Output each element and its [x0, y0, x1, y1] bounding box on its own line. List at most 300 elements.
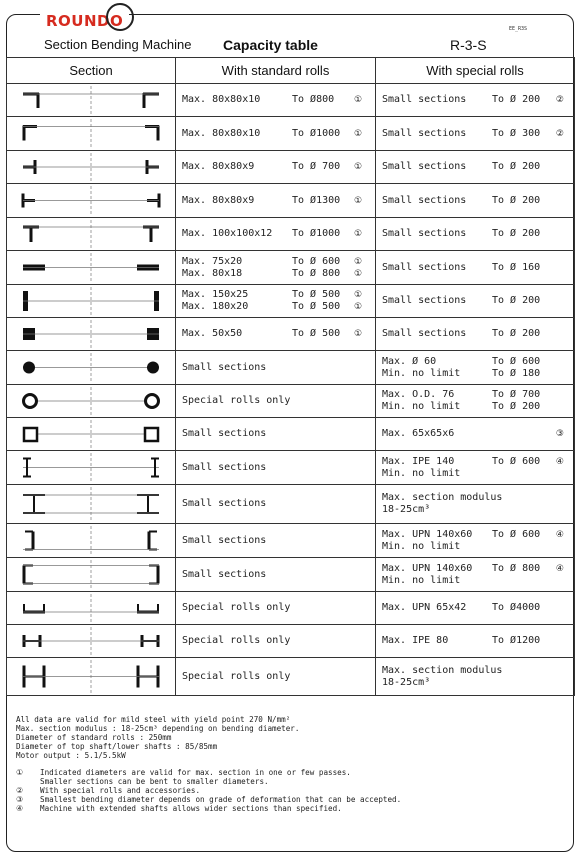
brand-logo	[40, 3, 129, 29]
bending-diameter	[292, 635, 354, 647]
capacity-line	[382, 504, 574, 516]
capacity-spec: Max. 80x80x10	[182, 94, 261, 105]
bending-diameter: To Ø 300	[492, 127, 541, 139]
capacity-line	[182, 94, 375, 106]
channel-inward-icon	[7, 558, 175, 591]
capacity-line	[382, 195, 574, 207]
document-code: EE_R3S	[509, 26, 528, 32]
column-header-special-rolls: With special rolls	[376, 58, 575, 84]
capacity-line	[382, 295, 574, 307]
section-cell	[7, 151, 176, 184]
capacity-spec: Max. 50x50	[182, 328, 243, 339]
capacity-spec: Special rolls only	[182, 670, 291, 682]
footer-line: Diameter of top shaft/lower shafts : 85/85mm	[16, 742, 218, 751]
capacity-line	[182, 671, 375, 683]
bending-diameter: To Ø 500	[292, 289, 341, 300]
footnote-symbol: ①	[16, 768, 24, 777]
footnote-marker	[550, 492, 564, 504]
footnote	[16, 804, 566, 813]
footnote-marker: ①	[354, 162, 363, 172]
bending-diameter: To Ø 600	[292, 255, 341, 267]
bending-diameter	[292, 498, 354, 510]
footnote-marker	[550, 401, 564, 413]
special-rolls-cell	[376, 658, 575, 696]
footnote-text: Machine with extended shafts allows wider sections than specified.	[40, 804, 342, 813]
footnote-marker: ①	[354, 302, 363, 312]
capacity-spec: Max. Ø 60	[382, 355, 437, 367]
table-row	[7, 151, 575, 184]
footnote-marker: ②	[555, 128, 564, 139]
section-cell	[7, 658, 176, 696]
capacity-line	[182, 301, 375, 313]
round-tube-icon	[7, 385, 175, 417]
capacity-line	[382, 602, 574, 614]
capacity-spec: Max. 80x80x9	[182, 161, 255, 172]
capacity-line	[182, 602, 375, 614]
capacity-line	[382, 161, 574, 173]
section-cell	[7, 592, 176, 625]
bending-diameter: To Ø 500	[292, 301, 341, 312]
standard-rolls-cell	[176, 285, 376, 318]
capacity-line	[382, 575, 574, 587]
footnote	[16, 795, 566, 804]
footnote-marker	[354, 535, 366, 547]
footnote-marker	[550, 328, 564, 340]
standard-rolls-cell	[176, 318, 376, 351]
round-bar-icon	[7, 351, 175, 384]
footnote-marker	[354, 671, 366, 683]
table-row	[7, 558, 575, 592]
special-rolls-cell	[376, 117, 575, 151]
bending-diameter: To Ø 700	[492, 389, 541, 400]
standard-rolls-cell	[176, 451, 376, 485]
footnote-marker: ④	[555, 529, 564, 540]
table-row	[7, 117, 575, 151]
capacity-spec: Min. no limit	[382, 467, 461, 479]
bending-diameter: To Ø 700	[292, 161, 341, 172]
bending-diameter: To Ø 200	[492, 328, 541, 339]
capacity-spec: Max. 180x20	[182, 301, 249, 312]
bending-diameter: To Ø 200	[492, 295, 541, 306]
capacity-line	[382, 389, 574, 401]
bending-diameter	[292, 602, 354, 614]
special-rolls-cell	[376, 625, 575, 658]
capacity-spec: Max. IPE 140	[382, 455, 455, 467]
capacity-line	[382, 401, 574, 413]
section-cell	[7, 385, 176, 418]
capacity-line	[382, 128, 574, 140]
capacity-line	[382, 563, 574, 575]
capacity-line	[182, 535, 375, 547]
bending-diameter: To Ø 600	[492, 355, 541, 367]
special-rolls-cell	[376, 351, 575, 385]
bending-diameter	[492, 428, 550, 440]
bending-diameter	[492, 665, 550, 677]
capacity-line	[182, 362, 375, 374]
standard-rolls-cell	[176, 592, 376, 625]
section-cell	[7, 218, 176, 251]
capacity-spec: Small sections	[382, 161, 467, 172]
table-row	[7, 485, 575, 524]
standard-rolls-cell	[176, 418, 376, 451]
bending-diameter: To Ø 180	[492, 367, 541, 379]
bending-diameter: To Ø 200	[492, 94, 541, 105]
model-number: R-3-S	[450, 37, 487, 53]
bending-diameter: To Ø 800	[292, 267, 341, 279]
bending-diameter	[492, 541, 550, 553]
capacity-spec: Max. UPN 140x60	[382, 528, 473, 540]
capacity-spec: Small sections	[182, 534, 267, 546]
section-cell	[7, 117, 176, 151]
standard-rolls-cell	[176, 151, 376, 184]
capacity-spec: Max. 80x18	[182, 267, 243, 279]
footnote-marker: ④	[555, 456, 564, 467]
capacity-spec: Min. no limit	[382, 574, 461, 586]
footnote-marker: ③	[555, 429, 564, 439]
special-rolls-cell	[376, 418, 575, 451]
standard-rolls-cell	[176, 558, 376, 592]
bending-diameter	[292, 428, 354, 440]
bending-diameter: To Ø800	[292, 94, 335, 105]
footnote-marker	[550, 356, 564, 368]
capacity-line	[382, 456, 574, 468]
bending-diameter: To Ø1000	[292, 228, 341, 239]
section-cell	[7, 451, 176, 485]
capacity-spec: Small sections	[382, 194, 467, 206]
capacity-spec: Min. no limit	[382, 367, 461, 379]
capacity-spec: Max. 150x25	[182, 289, 249, 300]
bending-diameter	[292, 671, 354, 683]
capacity-line	[382, 262, 574, 274]
capacity-spec: Special rolls only	[182, 395, 291, 406]
section-cell	[7, 318, 176, 351]
capacity-spec: Max. 65x65x6	[382, 428, 455, 439]
footnote-symbol	[16, 777, 40, 786]
capacity-line	[382, 665, 574, 677]
capacity-line	[182, 462, 375, 474]
footnote-marker	[550, 368, 564, 380]
capacity-spec: Max. section modulus	[382, 492, 503, 503]
capacity-line	[382, 368, 574, 380]
standard-rolls-cell	[176, 524, 376, 558]
footnote-marker	[550, 468, 564, 480]
angle-inward-icon	[7, 117, 175, 150]
footnote-marker	[550, 228, 564, 240]
bending-diameter	[292, 535, 354, 547]
footer-line: Motor output : 5.1/5.5kW	[16, 751, 126, 760]
capacity-spec: Small sections	[182, 568, 267, 580]
footnote-text: Smallest bending diameter depends on grade of deformation that can be accepted.	[40, 795, 402, 804]
capacity-spec: Min. no limit	[382, 401, 461, 412]
page-title: Capacity table	[223, 37, 318, 53]
footer-notes	[16, 715, 566, 813]
table-row	[7, 184, 575, 218]
capacity-spec: Max. UPN 65x42	[382, 602, 467, 613]
special-rolls-cell	[376, 285, 575, 318]
special-rolls-cell	[376, 524, 575, 558]
capacity-line	[182, 161, 375, 173]
capacity-line	[382, 677, 574, 689]
bending-diameter: To Ø 800	[492, 562, 541, 574]
capacity-line	[382, 328, 574, 340]
special-rolls-cell	[376, 151, 575, 184]
capacity-spec: Max. O.D. 76	[382, 389, 455, 400]
h-beam-flat-icon	[7, 658, 175, 695]
bending-diameter	[292, 569, 354, 581]
footnote-marker: ①	[354, 95, 363, 105]
footnote-marker	[550, 575, 564, 587]
section-cell	[7, 184, 176, 218]
footnote-marker	[550, 504, 564, 516]
table-row	[7, 285, 575, 318]
capacity-spec: Max. UPN 140x60	[382, 562, 473, 574]
footer-line: Diameter of standard rolls : 250mm	[16, 733, 172, 742]
bending-diameter: To Ø 200	[492, 228, 541, 239]
special-rolls-cell	[376, 184, 575, 218]
capacity-spec: 18-25cm³	[382, 504, 431, 515]
i-beam-flat-icon	[7, 625, 175, 657]
capacity-spec: Max. 75x20	[182, 255, 243, 267]
capacity-line	[182, 268, 375, 280]
section-cell	[7, 84, 176, 117]
capacity-table	[6, 57, 575, 696]
footnote-marker	[550, 541, 564, 553]
flat-bar-easy-icon	[7, 251, 175, 284]
capacity-spec: Small sections	[182, 428, 267, 439]
footnote-marker	[354, 362, 366, 374]
bending-diameter: To Ø 500	[292, 328, 341, 339]
standard-rolls-cell	[176, 218, 376, 251]
footnote	[16, 768, 566, 777]
capacity-spec: Special rolls only	[182, 602, 291, 613]
footnote	[16, 786, 566, 795]
footnote-marker	[550, 262, 564, 274]
footnote-marker	[354, 395, 366, 407]
section-cell	[7, 558, 176, 592]
i-beam-easy-icon	[7, 451, 175, 484]
table-row	[7, 592, 575, 625]
capacity-line	[382, 492, 574, 504]
table-row	[7, 451, 575, 485]
bending-diameter	[292, 395, 354, 407]
bending-diameter: To Ø4000	[492, 602, 541, 613]
capacity-spec: Max. 80x80x10	[182, 127, 261, 139]
bending-diameter	[492, 504, 550, 516]
special-rolls-cell	[376, 318, 575, 351]
footnote-marker	[550, 161, 564, 173]
capacity-spec: Small sections	[382, 228, 467, 239]
bending-diameter	[292, 462, 354, 474]
bending-diameter: To Ø1300	[292, 194, 341, 206]
tee-flange-up-icon	[7, 218, 175, 250]
footnote-marker	[354, 569, 366, 581]
standard-rolls-cell	[176, 351, 376, 385]
bending-diameter: To Ø1000	[292, 127, 341, 139]
capacity-line	[182, 289, 375, 301]
footnote-symbol: ②	[16, 786, 24, 795]
footnote-marker: ①	[354, 290, 363, 300]
footnote-marker: ④	[555, 563, 564, 574]
bending-diameter: To Ø1200	[492, 635, 541, 646]
capacity-line	[182, 498, 375, 510]
capacity-spec: Max. 80x80x9	[182, 194, 255, 206]
capacity-line	[182, 328, 375, 340]
footnote-marker: ②	[555, 95, 564, 105]
column-header-section: Section	[7, 58, 176, 84]
table-row	[7, 625, 575, 658]
section-cell	[7, 418, 176, 451]
footnote-symbol: ③	[16, 795, 24, 804]
capacity-line	[182, 256, 375, 268]
footnote-text: With special rolls and accessories.	[40, 786, 201, 795]
bending-diameter: To Ø 600	[492, 455, 541, 467]
square-tube-icon	[7, 418, 175, 450]
capacity-spec: Max. IPE 80	[382, 635, 449, 646]
section-cell	[7, 625, 176, 658]
capacity-line	[382, 428, 574, 440]
i-beam-hard-icon	[7, 485, 175, 523]
tee-stem-out-icon	[7, 184, 175, 217]
machine-name: Section Bending Machine	[44, 37, 192, 52]
capacity-spec: Small sections	[382, 295, 467, 306]
capacity-line	[182, 428, 375, 440]
capacity-line	[382, 356, 574, 368]
special-rolls-cell	[376, 84, 575, 117]
footnote-marker	[550, 635, 564, 647]
footnote-marker: ①	[354, 128, 363, 139]
standard-rolls-cell	[176, 84, 376, 117]
capacity-spec: Small sections	[182, 498, 267, 509]
standard-rolls-cell	[176, 485, 376, 524]
bending-diameter: To Ø 200	[492, 161, 541, 172]
standard-rolls-cell	[176, 184, 376, 218]
capacity-spec: Small sections	[382, 127, 467, 139]
footnote-marker	[550, 677, 564, 689]
footnote-symbol: ④	[16, 804, 24, 813]
capacity-line	[382, 228, 574, 240]
standard-rolls-cell	[176, 385, 376, 418]
capacity-spec: Min. no limit	[382, 540, 461, 552]
brand-name: ROUNDO	[46, 12, 124, 30]
footnote-marker	[550, 389, 564, 401]
table-row	[7, 385, 575, 418]
capacity-spec: Small sections	[182, 361, 267, 373]
standard-rolls-cell	[176, 251, 376, 285]
bending-diameter	[292, 362, 354, 374]
footnote-marker	[354, 602, 366, 614]
footnote-marker	[354, 462, 366, 474]
logo-ring-icon	[106, 3, 134, 31]
section-cell	[7, 524, 176, 558]
footnote-text: Indicated diameters are valid for max. section in one or few passes.	[40, 768, 351, 777]
footnote-marker	[550, 295, 564, 307]
footnote-marker: ①	[354, 256, 363, 267]
bending-diameter	[492, 492, 550, 504]
bending-diameter	[492, 468, 550, 480]
capacity-line	[382, 635, 574, 647]
capacity-line	[382, 541, 574, 553]
footnote-marker	[550, 195, 564, 207]
capacity-line	[382, 529, 574, 541]
footnote-text: Smaller sections can be bent to smaller diameters.	[40, 777, 269, 786]
footnote-marker	[550, 665, 564, 677]
footnote	[16, 777, 566, 786]
column-header-standard-rolls: With standard rolls	[176, 58, 376, 84]
footnote-marker	[354, 635, 366, 647]
square-bar-icon	[7, 318, 175, 350]
table-row	[7, 524, 575, 558]
capacity-line	[382, 468, 574, 480]
special-rolls-cell	[376, 592, 575, 625]
footnote-marker	[354, 498, 366, 510]
footnote-marker	[550, 602, 564, 614]
capacity-line	[182, 195, 375, 207]
footer-line: Max. section modulus : 18-25cm³ depending on bending diameter.	[16, 724, 300, 733]
channel-outward-icon	[7, 524, 175, 557]
capacity-spec: Max. 100x100x12	[182, 228, 273, 239]
section-cell	[7, 285, 176, 318]
capacity-line	[182, 395, 375, 407]
table-row	[7, 251, 575, 285]
table-row	[7, 658, 575, 696]
footnote-marker: ①	[354, 195, 363, 206]
special-rolls-cell	[376, 485, 575, 524]
capacity-spec: 18-25cm³	[382, 676, 431, 688]
capacity-line	[382, 94, 574, 106]
flat-bar-hard-icon	[7, 285, 175, 317]
table-row	[7, 418, 575, 451]
special-rolls-cell	[376, 451, 575, 485]
table-row	[7, 84, 575, 117]
capacity-line	[182, 228, 375, 240]
capacity-line	[182, 128, 375, 140]
footnote-marker	[354, 428, 366, 440]
table-header-row	[7, 58, 575, 84]
angle-outward-icon	[7, 84, 175, 116]
special-rolls-cell	[376, 558, 575, 592]
table-row	[7, 351, 575, 385]
footnote-marker: ①	[354, 268, 363, 279]
capacity-spec: Small sections	[382, 94, 467, 105]
footer-line: All data are valid for mild steel with yield point 270 N/mm²	[16, 715, 291, 724]
capacity-spec: Small sections	[382, 261, 467, 273]
standard-rolls-cell	[176, 117, 376, 151]
table-row	[7, 318, 575, 351]
bending-diameter: To Ø 160	[492, 261, 541, 273]
bending-diameter	[492, 575, 550, 587]
bending-diameter: To Ø 200	[492, 194, 541, 206]
capacity-spec: Max. section modulus	[382, 664, 503, 676]
table-row	[7, 218, 575, 251]
channel-flat-icon	[7, 592, 175, 624]
bending-diameter	[492, 677, 550, 689]
tee-stem-in-icon	[7, 151, 175, 183]
section-cell	[7, 251, 176, 285]
special-rolls-cell	[376, 218, 575, 251]
capacity-line	[182, 569, 375, 581]
special-rolls-cell	[376, 251, 575, 285]
section-cell	[7, 351, 176, 385]
bending-diameter: To Ø 600	[492, 528, 541, 540]
special-rolls-cell	[376, 385, 575, 418]
capacity-spec: Small sections	[182, 461, 267, 473]
standard-rolls-cell	[176, 658, 376, 696]
capacity-spec: Special rolls only	[182, 635, 291, 646]
section-cell	[7, 485, 176, 524]
capacity-line	[182, 635, 375, 647]
footnote-marker: ①	[354, 329, 363, 339]
bending-diameter: To Ø 200	[492, 401, 541, 412]
